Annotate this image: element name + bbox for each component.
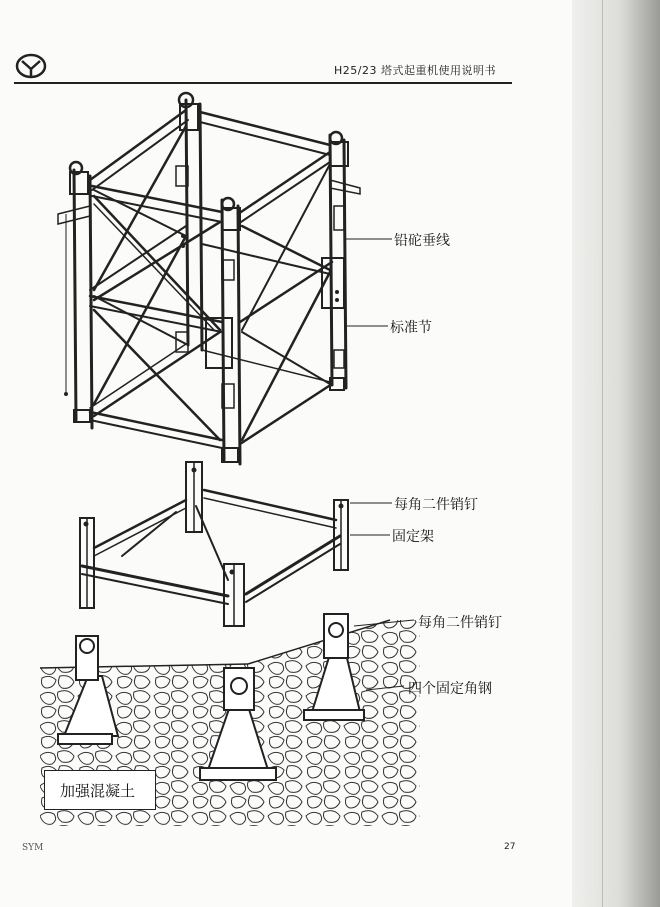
callout-pins-top: 每角二件销钉 — [394, 497, 478, 513]
fixed-frame — [80, 462, 348, 626]
standard-section — [58, 93, 360, 464]
callout-pins-bottom: 每角二件销钉 — [418, 615, 502, 631]
callout-fixed-frame: 固定架 — [392, 529, 434, 545]
callout-concrete: 加强混凝土 — [60, 782, 136, 800]
callout-fixed-angles: 四个固定角钢 — [408, 681, 492, 697]
callout-plumb-line: 铅砣垂线 — [394, 233, 450, 249]
callout-standard-section: 标准节 — [390, 320, 432, 336]
page-number: 27 — [504, 842, 516, 852]
page-title: H25/23 塔式起重机使用说明书 — [334, 64, 496, 77]
footer-brand: SYM — [22, 843, 44, 853]
